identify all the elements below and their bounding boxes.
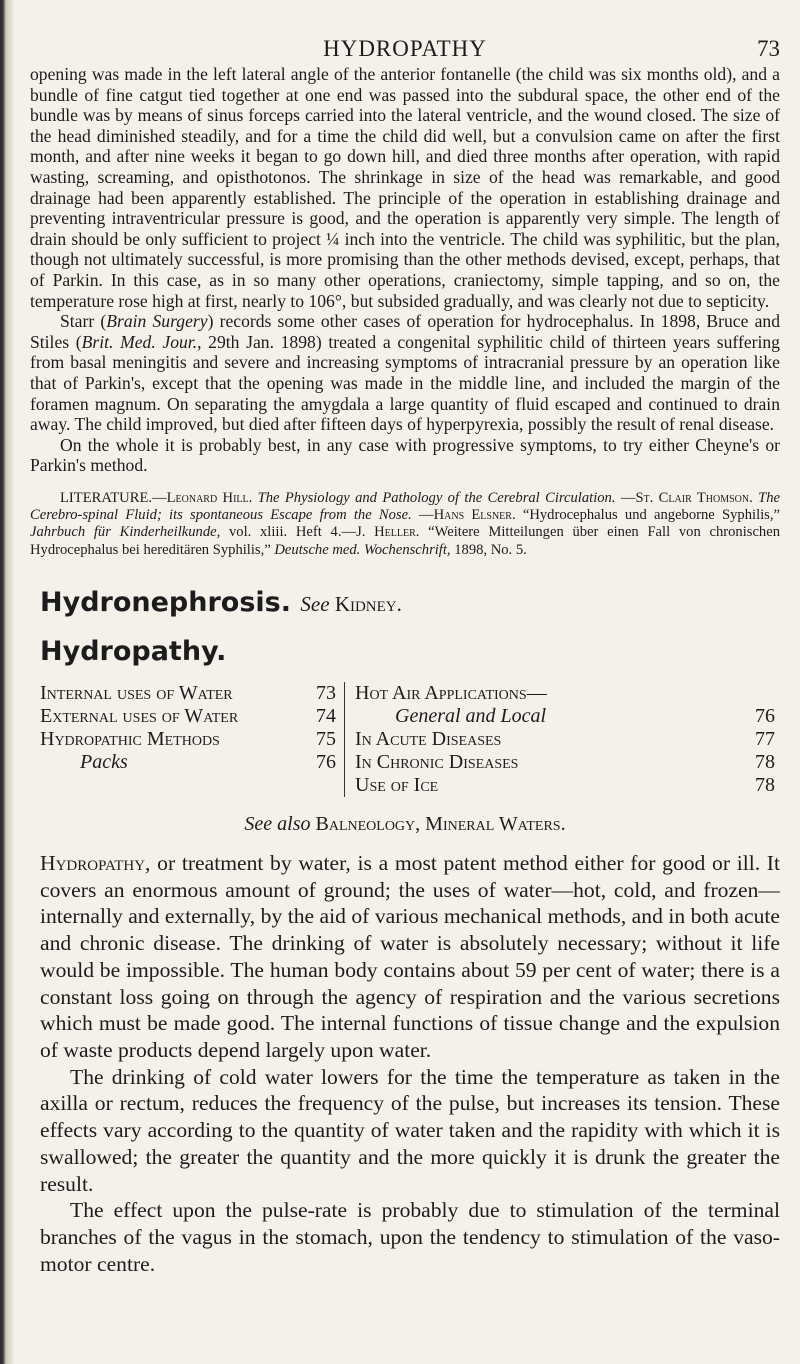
main-paragraph-1 [40, 850, 780, 1064]
index-entry-label: Hydropathic Methods [40, 728, 220, 751]
hydropathy-main-text [40, 850, 780, 1277]
index-entry-label: Packs [80, 751, 128, 774]
index-entry-label: Use of Ice [355, 774, 439, 797]
index-entry-label: General and Local [395, 705, 547, 728]
ref-4-text: “Weitere Mitteilungen über einen Fall von chronischen Hydrocephalus bei hereditären Syphilis,” [30, 524, 780, 558]
index-entry[interactable] [355, 682, 775, 705]
literature-label: LITERATURE. [60, 489, 153, 506]
paragraph-2 [30, 311, 780, 435]
index-entry-page: 73 [316, 682, 336, 705]
ref-4-tail: 1898, No. 5. [454, 541, 527, 558]
p2-text-c: , 29th Jan. 1898) treated a congenital syphilitic child of thirteen years suffering from basal meningitis and severe and increasing symptoms of intracranial pressure by an operation like that of Parkin's, except that the opening was made in the middle line, and included the margin of the foramen magnum. On separating the amygdala a large quantity of fluid escaped and continued to drain away. The child improved, but died after fifteen days of hyperpyrexia, possibly the result of renal disease. [30, 331, 780, 435]
ref-1-title: The Physiology and Pathology of the Cerebral Circulation. [257, 489, 616, 506]
hydropathy-heading: Hydropathy. [40, 636, 227, 668]
main-paragraph-2: The drinking of cold water lowers for the time the temperature as taken in the axilla or rectum, reduces the frequency of the pulse, but increases its tension. These effects vary according to the quantity of water taken and the rapidity with which it is swallowed; the greater the quantity and the more quickly it is drunk the greater the result. [40, 1064, 780, 1196]
contents-index [40, 682, 780, 797]
ref-4-journal: Deutsche med. Wochenschrift, [274, 541, 451, 558]
ref-3-journal: Jahrbuch für Kinderheilkunde, [30, 524, 221, 541]
p2-text-b: ) records some other cases of operation for hydrocephalus. In 1898, Bruce and Stiles ( [30, 311, 780, 352]
main-paragraph-1-text: or treatment by water, is a most patent method either for good or ill. It covers an enormous amount of ground; the uses of water—hot, cold, and frozen—internally and externally, by the aid of various mechanical methods, and in both acute and chronic disease. The drinking of water is absolutely necessary; without it life would be impossible. The human body contains about 59 per cent of water; there is a constant loss going on through the agency of respiration and the various secretions which must be made good. The internal functions of tissue change and the expulsion of waste products depend largely upon water. [40, 851, 780, 1062]
page-gutter [0, 0, 14, 1364]
index-entry-label: External uses of Water [40, 705, 239, 728]
index-entry-page: 78 [755, 751, 775, 774]
index-entry-page: 78 [755, 774, 775, 797]
index-left-column [40, 682, 345, 797]
main-lead-word: Hydropathy, [40, 851, 151, 876]
ref-3-vol: vol. xliii. Heft 4. [228, 524, 342, 541]
index-entry[interactable] [355, 705, 775, 728]
index-entry[interactable] [40, 751, 336, 774]
hydronephrosis-heading [40, 587, 780, 620]
see-also-line [30, 813, 780, 836]
hydronephrosis-see [300, 592, 401, 616]
index-entry-page: 75 [316, 728, 336, 751]
running-title: HYDROPATHY [323, 36, 487, 61]
p2-text-a: Starr ( [60, 311, 107, 332]
index-entry-label: In Chronic Diseases [355, 751, 519, 774]
p2-book-title: Brain Surgery [106, 311, 208, 332]
index-entry-page: 76 [316, 751, 336, 774]
index-entry-page: 76 [755, 705, 775, 728]
paragraph-1: opening was made in the left lateral angle of the anterior fontanelle (the child was six months old), and a bundle of fine catgut tied together at one end was passed into the subdural space, the other end of the bundle was by means of sinus forceps carried into the lateral ventricle, and the wound closed. The size of the head diminished steadily, and for a time the child did well, but a convulsion came on after the first month, and after nine weeks it began to go down hill, and died three months after operation, with rapid wasting, screaming, and opisthotonos. The shrinkage in size of the head was remarkable, and good drainage had been apparently established. The principle of the operation in establishing drainage and preventing intraventricular pressure is good, and the operation is apparently very simple. The length of drain should be only sufficient to project ¼ inch into the ventricle. The child was syphilitic, but the plan, though not ultimately successful, is more promising than the other methods devised, except, perhaps, that of Parkin. In this case, as in so many other operations, craniectomy, simple tapping, and so on, the temperature rose high at first, nearly to 106°, but subsided gradually, and was clearly not due to septicity. [30, 64, 780, 311]
p2-journal-title: Brit. Med. Jour. [81, 331, 198, 352]
literature-references [30, 490, 780, 559]
index-right-column [345, 682, 775, 797]
hydronephrosis-title: Hydronephrosis. [40, 587, 291, 619]
page-number: 73 [757, 36, 780, 61]
index-entry[interactable] [40, 705, 336, 728]
see-also-lead: See also [244, 813, 311, 836]
index-entry-page: 77 [755, 728, 775, 751]
kidney-cross-ref[interactable]: Kidney. [334, 592, 402, 617]
body-text [30, 64, 780, 476]
see-also-refs[interactable]: Balneology, Mineral Waters. [315, 813, 566, 836]
index-entry[interactable] [355, 774, 775, 797]
index-entry-page: 74 [316, 705, 336, 728]
index-entry-page [751, 682, 775, 705]
paragraph-3: On the whole it is probably best, in any case with progressive symptoms, to try either Cheyne's or Parkin's method. [30, 434, 780, 476]
book-page [30, 18, 780, 1277]
index-entry[interactable] [355, 751, 775, 774]
ref-2-title: The Cerebro-spinal Fluid; its spontaneous Escape from the Nose. [30, 489, 780, 524]
index-entry[interactable] [40, 728, 336, 751]
ref-3-text: “Hydrocephalus und angeborne Syphilis,” [522, 507, 780, 524]
ref-1-author: —Leonard Hill. [152, 489, 253, 506]
main-paragraph-3: The effect upon the pulse-rate is probably due to stimulation of the terminal branches of the vagus in the stomach, upon the tendency to stimulation of the vaso-motor centre. [40, 1198, 780, 1276]
see-word: See [300, 592, 330, 617]
index-entry-label: Hot Air Applications— [355, 682, 547, 705]
index-entry-label: Internal uses of Water [40, 682, 233, 705]
ref-4-author: —J. Heller. [341, 524, 420, 541]
index-entry[interactable] [355, 728, 775, 751]
page-header [30, 18, 780, 64]
ref-2-author: —St. Clair Thomson. [620, 489, 753, 506]
index-entry-label: In Acute Diseases [355, 728, 502, 751]
ref-3-author: —Hans Elsner. [419, 507, 516, 524]
index-entry[interactable] [40, 682, 336, 705]
